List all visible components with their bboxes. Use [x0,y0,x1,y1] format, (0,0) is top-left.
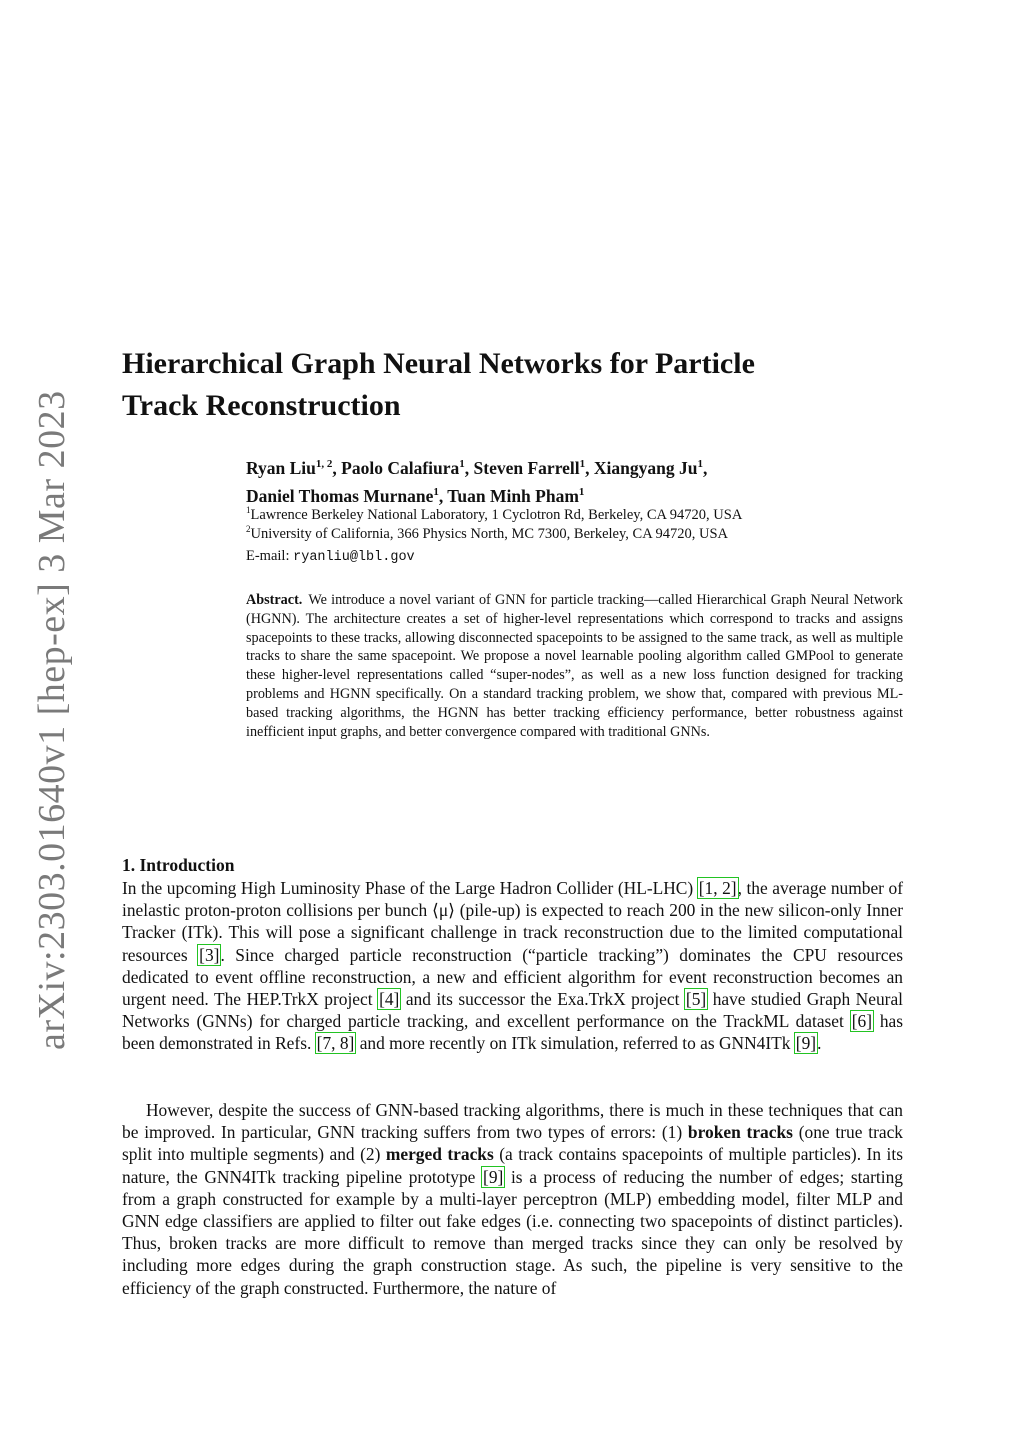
paper-title [122,343,902,427]
citation-link[interactable]: [6] [851,1011,872,1032]
affiliation-1: $^1$Lawrence Berkeley National Laboratory, 1 Cyclotron Rd, Berkeley, CA 94720, USA [246,505,743,523]
citation-link[interactable]: [4] [379,989,400,1010]
citation-link[interactable]: [5] [685,989,707,1010]
title-line-1: Hierarchical Graph Neural Networks for Particle [122,347,755,380]
text-run: and its successor the Exa.TrkX project [400,989,685,1010]
citation-link[interactable]: [9] [795,1033,817,1054]
citation-link[interactable]: [3] [199,944,220,965]
paragraph-2 [122,1099,903,1299]
text-run: and more recently on ITk simulation, referred to as GNN4ITk [355,1033,795,1054]
author-list [246,452,906,508]
affiliation-2: $^2$University of California, 366 Physics North, MC 7300, Berkeley, CA 94720, USA [246,524,729,542]
author: Tuan Minh Pham$^1$ [447,485,585,506]
text-run: (a track contains spacepoints of multiple particles). In its nature, the GNN4ITk tracking pipeline prototype [122,1144,903,1187]
email-address[interactable]: ryanliu@lbl.gov [293,550,415,565]
text-run: However, despite the success of GNN-based tracking algorithms, there is much in these techniques that can be improved. In particular, GNN tracking suffers from two types of errors: (1) [122,1100,903,1143]
text-run: . Since charged particle reconstruction (“particle tracking”) dominates the CPU resources dedicated to event offline reconstruction, a new and efficient algorithm for event reconstruction becomes an urgent need. The HEP.TrkX project [122,944,903,1010]
citation-link[interactable]: [9] [483,1166,504,1187]
author: Xiangyang Ju$^1$, [593,457,708,478]
citation-link[interactable]: [7, 8] [316,1033,355,1054]
text-run: is a process of reducing the number of edges; starting from a graph constructed for example by a multi-layer perceptron (MLP) embedding model, filter MLP and GNN edge classifiers are applied to filter out fake edges (i.e. connecting two spacepoints of distinct particles). Thus, broken tracks are more difficult to remove than merged tracks since they can only be resolved by including more edges during the graph construction stage. As such, the pipeline is very sensitive to the efficiency of the graph constructed. Furthermore, the nature of [122,1166,903,1298]
author: Daniel Thomas Murnane$^1$, [246,485,448,506]
bold-term: merged tracks [385,1144,494,1165]
text-run: In the upcoming High Luminosity Phase of the Large Hadron Collider (HL-LHC) [122,878,698,898]
title-line-2: Track Reconstruction [122,389,401,422]
abstract-label: Abstract. [246,592,303,608]
abstract-text: We introduce a novel variant of GNN for particle tracking—called Hierarchical Graph Neural Network (HGNN). The architecture creates a set of higher-level representations which correspond to tracks and assigns spacepoints to these tracks, allowing disconnected spacepoints to be assigned to the same track, as well as multiple tracks to share the same spacepoint. We propose a novel learnable pooling algorithm called GMPool to generate these higher-level representations called “super-nodes”, as well as a new loss function designed for tracking problems and HGNN specifically. On a standard tracking problem, we show that, compared with previous ML-based tracking algorithms, the HGNN has better tracking efficiency performance, better robustness against inefficient input graphs, and better convergence compared with traditional GNNs. [246,592,903,740]
paragraph-1 [122,877,903,1055]
citation-link[interactable]: [1, 2] [698,878,737,898]
section-heading-introduction: 1. Introduction [122,855,235,875]
author: Paolo Calafiura$^1$, [341,457,474,478]
email-label: E-mail: [246,548,290,564]
text-run: (one true track split into multiple segments) and (2) [122,1122,903,1165]
text-run: , the average number of inelastic proton-proton collisions per bunch ⟨μ⟩ (pile-up) is expected to reach 200 in the new silicon-only Inner Tracker (ITk). This will pose a significant challenge in track reconstruction due to the limited computational resources [122,878,903,965]
text-run: has been demonstrated in Refs. [122,1011,904,1054]
contact-email [246,548,415,565]
abstract [246,591,903,741]
bold-term: broken tracks [687,1122,793,1143]
text-run: . [817,1033,822,1054]
arxiv-identifier-stamp: arXiv:2303.01640v1 [hep-ex] 3 Mar 2023 [31,390,73,1050]
author: Ryan Liu$^{1, 2}$, [246,457,342,478]
author: Steven Farrell$^1$, [473,457,594,478]
text-run: have studied Graph Neural Networks (GNNs) for charged particle tracking, and excellent performance on the TrackML dataset [122,989,903,1032]
